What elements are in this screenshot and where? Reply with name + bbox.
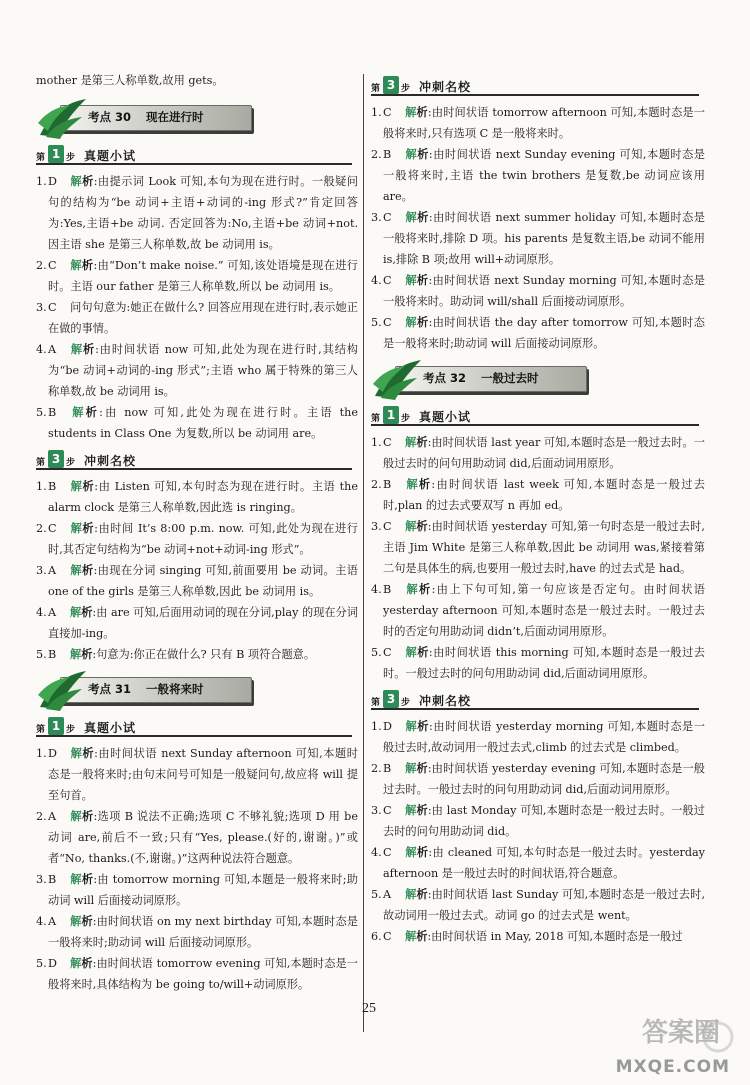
analysis-label-char-2: 析 <box>416 274 429 287</box>
left-column <box>36 70 358 995</box>
analysis-label-char-2: 析 <box>81 259 94 272</box>
analysis-label <box>70 259 93 272</box>
analysis-label-char-2: 析 <box>417 720 430 733</box>
item-number: 2. <box>371 148 382 161</box>
analysis-label <box>70 406 99 419</box>
answer-letter: B <box>48 648 57 661</box>
answer-letter: C <box>383 646 392 659</box>
answer-item <box>36 518 358 560</box>
item-number: 3. <box>371 520 382 533</box>
answer-letter: D <box>383 720 392 733</box>
step-title: 真题小试 <box>84 149 137 163</box>
analysis-label-char-2: 析 <box>417 646 429 659</box>
answer-letter: C <box>383 436 392 449</box>
item-number: 4. <box>36 606 47 619</box>
step-header <box>371 406 705 428</box>
analysis-label-char-2: 析 <box>416 930 428 943</box>
watermark-text: MXQE.COM <box>615 1057 730 1077</box>
analysis-label-char-2: 析 <box>85 406 100 419</box>
analysis-label-char-2: 析 <box>418 478 432 491</box>
analysis-label-char-1: 解 <box>405 274 417 287</box>
analysis-label-char-1: 解 <box>70 175 83 188</box>
answer-letter: A <box>48 606 57 619</box>
analysis-text: 问句句意为:她正在做什么? 回答应用现在进行时,表示她正在做的事情。 <box>48 301 358 335</box>
step-prefix: 第 <box>36 458 46 468</box>
analysis-text: :由 cleaned 可知,本句时态是一般过去时。yesterday afternoon 是一般过去时的时间状语,符合题意。 <box>383 846 705 880</box>
answer-letter: C <box>383 106 392 119</box>
analysis-label <box>405 930 427 943</box>
answer-letter: D <box>48 957 57 970</box>
analysis-label-char-1: 解 <box>405 520 417 533</box>
analysis-label-char-1: 解 <box>405 804 417 817</box>
analysis-label <box>70 957 93 970</box>
analysis-label <box>70 564 94 577</box>
answer-item <box>371 800 705 842</box>
answer-item <box>371 312 705 354</box>
analysis-label-char-1: 解 <box>70 957 82 970</box>
step-prefix: 第 <box>36 153 46 163</box>
analysis-label-char-1: 解 <box>405 646 418 659</box>
analysis-text: :由时间状语 tomorrow evening 可知,本题时态是一般将来时,具体结构为 be going to/will+动词原形。 <box>48 957 358 991</box>
answer-item <box>36 953 358 995</box>
analysis-label-char-1: 解 <box>405 316 417 329</box>
analysis-label <box>405 583 432 596</box>
analysis-label-char-2: 析 <box>82 522 95 535</box>
analysis-label <box>405 804 428 817</box>
analysis-label-char-1: 解 <box>405 930 417 943</box>
analysis-label <box>405 316 429 329</box>
answer-item <box>371 884 705 926</box>
answer-item <box>371 516 705 579</box>
answer-item <box>371 642 705 684</box>
analysis-label <box>405 274 428 287</box>
answer-letter: C <box>383 804 392 817</box>
item-number: 2. <box>36 810 47 823</box>
kaodian-banner <box>371 356 705 400</box>
analysis-text: :由时间状语 in May, 2018 可知,本题时态是一般过 <box>427 930 683 943</box>
step-header <box>36 717 358 739</box>
answer-letter: C <box>383 930 392 943</box>
step-suffix: 步 <box>401 84 411 94</box>
analysis-label <box>70 648 92 661</box>
step-number-badge: 3 <box>383 76 399 94</box>
item-number: 4. <box>36 915 47 928</box>
analysis-label <box>405 478 431 491</box>
item-number: 5. <box>371 888 382 901</box>
analysis-label-char-2: 析 <box>416 436 428 449</box>
answer-item <box>36 297 358 339</box>
analysis-label <box>405 846 428 859</box>
answer-item <box>371 926 705 947</box>
answer-item <box>36 476 358 518</box>
analysis-label <box>70 606 92 619</box>
item-number: 4. <box>36 343 47 356</box>
step-title: 真题小试 <box>419 410 472 424</box>
answer-item <box>36 560 358 602</box>
continuation-text: mother 是第三人称单数,故用 gets。 <box>36 74 224 87</box>
step-suffix: 步 <box>66 458 76 468</box>
analysis-text: :由时间状语 next Sunday afternoon 可知,本题时态是一般将来时;由句末问号可知是一般疑问句,故应将 will 提至句首。 <box>48 747 358 802</box>
step-suffix: 步 <box>66 153 76 163</box>
analysis-text: :由时间状语 next summer holiday 可知,本题时态是一般将来时,排除 D 项。his parents 是复数主语,be 动词不能用 is,排除 B 项;故用 will+动词原形。 <box>383 211 705 266</box>
item-number: 1. <box>371 436 382 449</box>
answer-item <box>371 716 705 758</box>
step-header <box>36 145 358 167</box>
step-number-badge: 1 <box>48 717 64 735</box>
step-underline <box>371 708 699 710</box>
item-number: 3. <box>371 804 382 817</box>
answer-item <box>371 842 705 884</box>
analysis-label <box>70 175 94 188</box>
item-number: 4. <box>371 583 382 596</box>
item-number: 1. <box>371 720 382 733</box>
kaodian-number: 考点 32 <box>423 371 467 385</box>
answer-item <box>371 207 705 270</box>
answer-item <box>36 339 358 402</box>
analysis-label-char-1: 解 <box>70 406 86 419</box>
step-underline <box>36 735 352 737</box>
analysis-text: :由提示词 Look 可知,本句为现在进行时。一般疑问句的结构为“be 动词+主语+动词的-ing 形式?”肯定回答为:Yes,主语+be 动词. 否定回答为:No,主语+be 动词+not. 因主语 she 是第三人称单数,故 be 动词用 is。 <box>48 175 358 251</box>
analysis-label-char-2: 析 <box>81 648 93 661</box>
answer-letter: B <box>383 148 392 161</box>
answer-item <box>36 255 358 297</box>
analysis-text: :由时间状语 this morning 可知,本题时态是一般过去时。一般过去时的问句用助动词 did,后面动词用原形。 <box>383 646 705 680</box>
kaodian-number: 考点 30 <box>88 110 132 124</box>
analysis-label-char-1: 解 <box>70 873 82 886</box>
answer-letter: C <box>48 259 57 272</box>
kaodian-title: 一般过去时 <box>481 371 539 385</box>
answer-letter: C <box>48 522 57 535</box>
item-number: 6. <box>371 930 382 943</box>
kaodian-banner <box>36 95 358 139</box>
answer-item <box>371 270 705 312</box>
analysis-label-char-2: 析 <box>417 211 429 224</box>
analysis-label-char-1: 解 <box>405 106 417 119</box>
column-divider <box>363 74 364 1032</box>
analysis-text: :由时间状语 now 可知,此处为现在进行时,其结构为“be 动词+动词的-ing 形式”;主语 who 属于特殊的第三人称单数,故 be 动词用 is。 <box>48 343 358 398</box>
item-number: 2. <box>371 478 382 491</box>
analysis-label-char-1: 解 <box>70 522 83 535</box>
answer-item <box>36 743 358 806</box>
analysis-label-char-2: 析 <box>416 804 428 817</box>
analysis-label-char-1: 解 <box>70 343 84 356</box>
item-number: 3. <box>371 211 382 224</box>
analysis-text: :由时间状语 next Sunday morning 可知,本题时态是一般将来时。助动词 will/shall 后面接动词原形。 <box>383 274 705 308</box>
answer-item <box>371 144 705 207</box>
analysis-label <box>70 747 94 760</box>
step-title: 冲刺名校 <box>84 454 137 468</box>
analysis-label-char-2: 析 <box>417 316 429 329</box>
analysis-text: :句意为:你正在做什么? 只有 B 项符合题意。 <box>92 648 316 661</box>
analysis-label-char-1: 解 <box>70 480 83 493</box>
step-prefix: 第 <box>371 414 381 424</box>
analysis-text: :由时间状语 the day after tomorrow 可知,本题时态是一般将来时;助动词 will 后面接动词原形。 <box>383 316 705 350</box>
answer-letter: C <box>383 846 392 859</box>
answer-letter: B <box>383 583 392 596</box>
analysis-label-char-1: 解 <box>405 148 418 161</box>
analysis-text: :由 tomorrow morning 可知,本题是一般将来时;助动词 will 后面接动词原形。 <box>48 873 358 907</box>
analysis-label-char-2: 析 <box>417 148 429 161</box>
answer-letter: B <box>48 406 57 419</box>
answer-letter: D <box>48 747 57 760</box>
item-number: 2. <box>371 762 382 775</box>
analysis-label <box>405 646 429 659</box>
analysis-label <box>405 211 429 224</box>
answer-letter: B <box>48 480 57 493</box>
analysis-text: :由 are 可知,后面用动词的现在分词,play 的现在分词直接加-ing。 <box>48 606 358 640</box>
item-number: 3. <box>36 564 47 577</box>
answer-letter: C <box>48 301 57 314</box>
item-number: 5. <box>371 646 382 659</box>
item-number: 1. <box>36 480 47 493</box>
right-column <box>371 70 705 947</box>
analysis-label-char-2: 析 <box>416 888 428 901</box>
step-number-badge: 3 <box>383 690 399 708</box>
step-number-badge: 3 <box>48 450 64 468</box>
analysis-label-char-1: 解 <box>405 583 420 596</box>
answer-letter: A <box>48 343 57 356</box>
analysis-text: :由 last Monday 可知,本题时态是一般过去时。一般过去时的问句用助动词 did。 <box>383 804 705 838</box>
page-number: 25 <box>362 1001 376 1016</box>
step-suffix: 步 <box>66 725 76 735</box>
answer-item <box>36 402 358 444</box>
item-number: 1. <box>371 106 382 119</box>
analysis-label <box>70 343 95 356</box>
item-number: 4. <box>371 846 382 859</box>
analysis-text: :由时间 It’s 8:00 p.m. now. 可知,此处为现在进行时,其否定句结构为“be 动词+not+动词-ing 形式”。 <box>48 522 358 556</box>
answer-letter: A <box>48 810 57 823</box>
analysis-label-char-2: 析 <box>416 520 428 533</box>
analysis-label-char-1: 解 <box>70 915 82 928</box>
analysis-label-char-1: 解 <box>405 478 419 491</box>
step-underline <box>36 163 352 165</box>
analysis-label-char-2: 析 <box>81 810 94 823</box>
analysis-label-char-1: 解 <box>70 648 82 661</box>
analysis-label <box>405 720 429 733</box>
analysis-label <box>405 888 428 901</box>
analysis-text: :由 Listen 可知,本句时态为现在进行时。主语 the alarm clock 是第三人称单数,因此选 is ringing。 <box>48 480 358 514</box>
analysis-label-char-2: 析 <box>416 106 428 119</box>
step-title: 冲刺名校 <box>419 694 472 708</box>
analysis-text: :由时间状语 yesterday 可知,第一句时态是一般过去时,主语 Jim White 是第三人称单数,因此 be 动词用 was,紧接着第二句是具体生的病,也要用一般过去时,have 的过去式是 had。 <box>383 520 705 575</box>
analysis-label-char-1: 解 <box>405 211 418 224</box>
analysis-label <box>405 436 428 449</box>
answer-letter: A <box>48 564 57 577</box>
analysis-text: :由时间状语 last week 可知,本题时态是一般过去时,plan 的过去式要双写 n 再加 ed。 <box>383 478 705 512</box>
answer-letter: A <box>48 915 57 928</box>
analysis-label <box>70 873 93 886</box>
step-prefix: 第 <box>371 84 381 94</box>
analysis-text: :由时间状语 next Sunday evening 可知,本题时态是一般将来时,主语 the twin brothers 是复数,be 动词应该用 are。 <box>383 148 705 203</box>
item-number: 5. <box>36 406 47 419</box>
step-suffix: 步 <box>401 414 411 424</box>
analysis-label-char-1: 解 <box>70 747 83 760</box>
analysis-label-char-1: 解 <box>70 564 82 577</box>
analysis-label-char-1: 解 <box>405 888 417 901</box>
step-header <box>371 690 705 712</box>
kaodian-title: 一般将来时 <box>146 682 204 696</box>
analysis-label-char-2: 析 <box>419 583 432 596</box>
analysis-label-char-2: 析 <box>82 175 94 188</box>
analysis-label <box>405 148 429 161</box>
analysis-label-char-1: 解 <box>405 720 418 733</box>
item-number: 2. <box>36 522 47 535</box>
analysis-label-char-2: 析 <box>81 606 93 619</box>
analysis-label <box>405 520 428 533</box>
analysis-text: :由现在分词 singing 可知,前面要用 be 动词。主语 one of the girls 是第三人称单数,因此 be 动词用 is。 <box>48 564 358 598</box>
answer-item <box>371 102 705 144</box>
step-number-badge: 1 <box>383 406 399 424</box>
kaodian-banner <box>36 667 358 711</box>
item-number: 3. <box>36 873 47 886</box>
answer-letter: D <box>48 175 57 188</box>
analysis-label <box>70 810 94 823</box>
answer-item <box>36 869 358 911</box>
step-underline <box>36 468 352 470</box>
answer-letter: C <box>383 520 392 533</box>
answer-item <box>36 644 358 665</box>
analysis-text: :选项 B 说法不正确;选项 C 不够礼貌;选项 D 用 be 动词 are,前后不一致;只有“Yes, please.(好的,谢谢。)”或者“No, thanks.(不,谢谢。)”这两种说法符合题意。 <box>48 810 358 865</box>
analysis-label-char-2: 析 <box>82 564 94 577</box>
analysis-label-char-2: 析 <box>416 846 429 859</box>
analysis-text: :由“Don’t make noise.” 可知,该处语境是现在进行时。主语 our father 是第三人称单数,所以 be 动词用 is。 <box>48 259 358 293</box>
answer-item <box>371 579 705 642</box>
item-number: 5. <box>36 648 47 661</box>
analysis-label-char-2: 析 <box>81 873 94 886</box>
analysis-label-char-2: 析 <box>82 480 95 493</box>
step-title: 真题小试 <box>84 721 137 735</box>
analysis-text: :由时间状语 yesterday morning 可知,本题时态是一般过去时,故动词用一般过去式,climb 的过去式是 climbed。 <box>383 720 705 754</box>
answer-letter: C <box>383 274 392 287</box>
answer-item <box>36 602 358 644</box>
analysis-label-char-1: 解 <box>405 762 417 775</box>
answer-letter: B <box>383 762 392 775</box>
answer-item <box>36 911 358 953</box>
analysis-text: :由时间状语 yesterday evening 可知,本题时态是一般过去时。一般过去时的问句用助动词 did,后面动词用原形。 <box>383 762 705 796</box>
answer-item <box>371 432 705 474</box>
analysis-label-char-1: 解 <box>405 436 417 449</box>
analysis-label-char-2: 析 <box>82 747 95 760</box>
item-number: 5. <box>36 957 47 970</box>
answer-letter: B <box>48 873 57 886</box>
step-underline <box>371 424 699 426</box>
answer-item <box>371 474 705 516</box>
item-number: 5. <box>371 316 382 329</box>
item-number: 4. <box>371 274 382 287</box>
step-title: 冲刺名校 <box>419 80 472 94</box>
item-number: 1. <box>36 747 47 760</box>
answer-letter: C <box>383 316 392 329</box>
analysis-label-char-2: 析 <box>416 762 428 775</box>
analysis-text: :由时间状语 on my next birthday 可知,本题时态是一般将来时;助动词 will 后面接动词原形。 <box>48 915 358 949</box>
analysis-label <box>405 106 428 119</box>
answer-letter: C <box>383 211 392 224</box>
step-prefix: 第 <box>371 698 381 708</box>
kaodian-number: 考点 31 <box>88 682 132 696</box>
analysis-text: :由时间状语 last year 可知,本题时态是一般过去时。一般过去时的问句用助动词 did,后面动词用原形。 <box>383 436 705 470</box>
analysis-label-char-2: 析 <box>81 957 93 970</box>
kaodian-title: 现在进行时 <box>146 110 204 124</box>
analysis-label-char-2: 析 <box>81 915 93 928</box>
analysis-text: :由上下句可知,第一句应该是否定句。由时间状语 yesterday afternoon 可知,本题时态是一般过去时。一般过去时的否定句用助动词 didn’t,后面动词用原形。 <box>383 583 705 638</box>
step-suffix: 步 <box>401 698 411 708</box>
item-number: 3. <box>36 301 47 314</box>
answer-letter: A <box>383 888 392 901</box>
analysis-text: :由 now 可知,此处为现在进行时。主语 the students in Class One 为复数,所以 be 动词用 are。 <box>48 406 358 440</box>
step-number-badge: 1 <box>48 145 64 163</box>
analysis-label <box>405 762 428 775</box>
step-header <box>371 76 705 98</box>
answer-item <box>36 171 358 255</box>
step-header <box>36 450 358 472</box>
analysis-label-char-1: 解 <box>70 810 82 823</box>
answer-item <box>371 758 705 800</box>
analysis-text: :由时间状语 last Sunday 可知,本题时态是一般过去时,故动词用一般过去式。动词 go 的过去式是 went。 <box>383 888 705 922</box>
analysis-label <box>70 915 93 928</box>
watermark-top: 答案圈 <box>641 1018 720 1048</box>
analysis-label-char-1: 解 <box>405 846 417 859</box>
step-underline <box>371 94 699 96</box>
analysis-text: :由时间状语 tomorrow afternoon 可知,本题时态是一般将来时,只有选项 C 是一般将来时。 <box>383 106 705 140</box>
item-number: 1. <box>36 175 47 188</box>
step-prefix: 第 <box>36 725 46 735</box>
answer-letter: B <box>383 478 392 491</box>
analysis-label-char-2: 析 <box>83 343 96 356</box>
analysis-label <box>70 522 94 535</box>
item-number: 2. <box>36 259 47 272</box>
analysis-label-char-1: 解 <box>70 606 82 619</box>
answer-item <box>36 806 358 869</box>
analysis-label <box>70 480 94 493</box>
analysis-label-char-1: 解 <box>70 259 82 272</box>
